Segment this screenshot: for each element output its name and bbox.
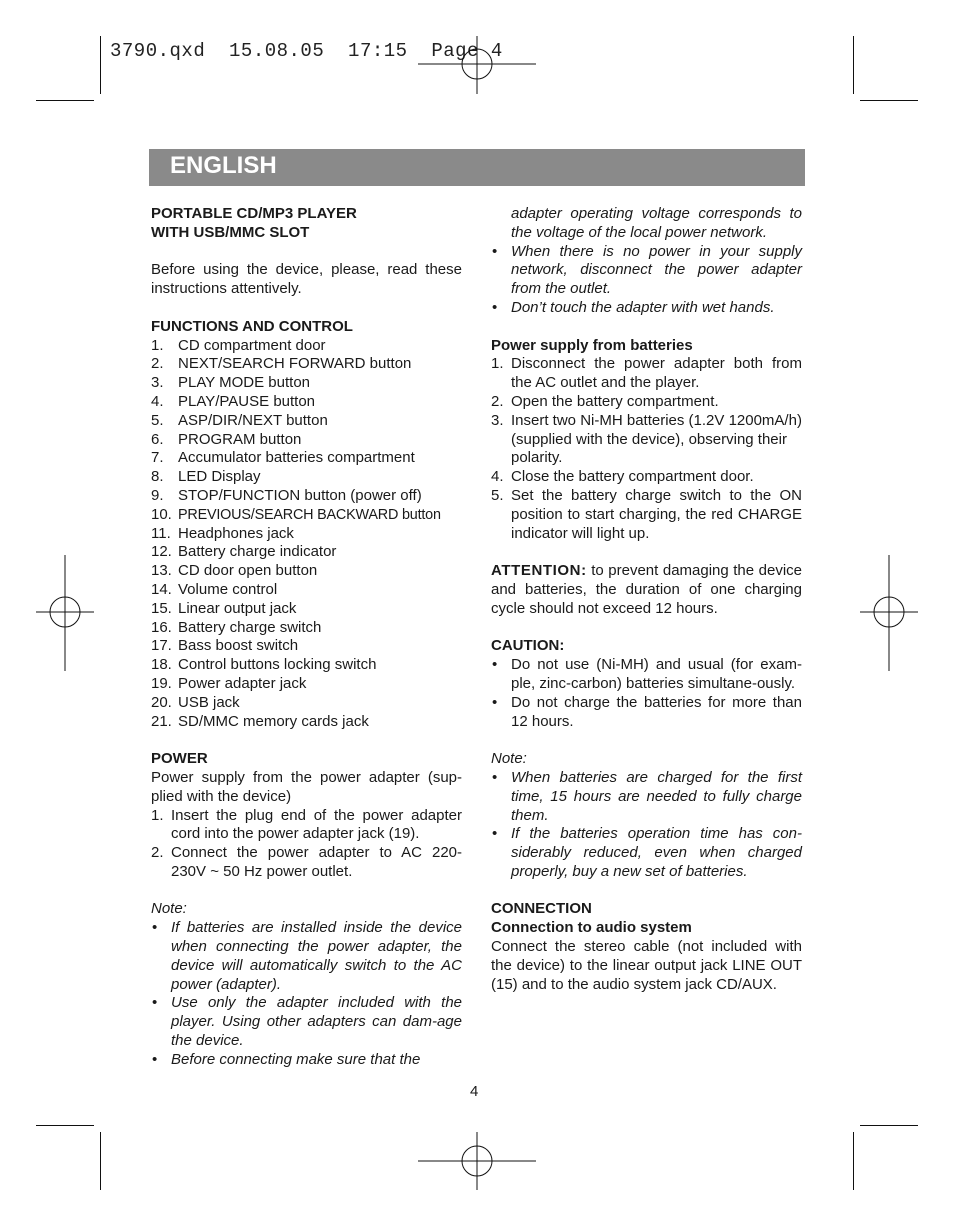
list-item: 1. Disconnect the power adapter both from the AC outlet and the player. (491, 355, 802, 392)
crop-mark (36, 1125, 94, 1126)
functions-heading: FUNCTIONS AND CONTROL (151, 317, 353, 335)
battery-heading: Power supply from batteries (491, 336, 693, 354)
list-item: 1. Insert the plug end of the power adapter cord into the power adapter jack (19). (151, 806, 462, 843)
note-continuation: adapter operating voltage corresponds to the voltage of the local power network. (511, 205, 802, 241)
list-item: 8. LED Display (151, 468, 261, 486)
crop-mark (860, 100, 918, 101)
crop-mark (36, 100, 94, 101)
crop-mark (100, 36, 101, 94)
list-item: 20. USB jack (151, 693, 240, 711)
list-item: 2. Open the battery compartment. (491, 392, 719, 410)
list-item: • If batteries are installed inside the device when connecting the power adapter, the device will automatically switch to the AC power (adapter). (152, 919, 462, 993)
list-item: 4. Close the battery compartment door. (491, 468, 754, 486)
functions-list (151, 337, 462, 732)
list-item: 4. PLAY/PAUSE button (151, 392, 316, 410)
notes-list (491, 243, 802, 318)
connection-subheading: Connection to audio system (491, 919, 692, 937)
registration-mark-bottom (418, 1132, 536, 1190)
caution-heading: CAUTION: (491, 637, 565, 655)
printer-slug: 3790.qxd 15.08.05 17:15 Page 4 (110, 40, 503, 62)
list-item: • Use only the adapter included with the player. Using other adapters can dam-age the device. (152, 994, 462, 1050)
list-item: 3. PLAY MODE button (151, 374, 311, 392)
list-item: 6. PROGRAM button (151, 430, 302, 448)
list-item: • When batteries are charged for the first time, 15 hours are needed to fully charge them. (492, 768, 802, 824)
list-item: • When there is no power in your supply network, disconnect the power adapter from the outlet. (492, 242, 802, 298)
list-item: • If the batteries operation time has con-siderably reduced, even when charged properly, buy a new set of batteries. (492, 825, 802, 880)
list-item: 13. CD door open button (151, 562, 318, 580)
list-item: 5. ASP/DIR/NEXT button (151, 411, 328, 429)
list-item: 10. PREVIOUS/SEARCH BACKWARD button (151, 505, 441, 523)
registration-mark-top (418, 36, 536, 94)
caution-list (491, 656, 802, 731)
left-column (151, 205, 462, 1070)
power-intro: Power supply from the power adapter (sup-plied with the device) (151, 768, 462, 805)
banner-title: ENGLISH (170, 152, 277, 179)
intro-text: Before using the device, please, read these instructions attentively. (151, 261, 462, 298)
list-item: 17. Bass boost switch (151, 637, 299, 655)
power-heading: POWER (151, 750, 208, 768)
crop-mark (100, 1132, 101, 1190)
right-column (491, 205, 802, 994)
crop-mark (853, 1132, 854, 1190)
list-item: 1. CD compartment door (151, 336, 326, 354)
connection-heading: CONNECTION (491, 900, 592, 918)
list-item: 12. Battery charge indicator (151, 543, 337, 561)
notes-list (491, 769, 802, 882)
list-item: 11. Headphones jack (151, 524, 294, 542)
registration-mark-right (860, 555, 918, 671)
crop-mark (853, 36, 854, 94)
power-steps (151, 807, 462, 882)
product-title-line1: PORTABLE CD/MP3 PLAYER (151, 205, 357, 222)
crop-mark (860, 1125, 918, 1126)
list-item: 2. NEXT/SEARCH FORWARD button (151, 355, 412, 373)
list-item: 9. STOP/FUNCTION button (power off) (151, 486, 422, 504)
list-item: 15. Linear output jack (151, 599, 297, 617)
list-item: 5. Set the battery charge switch to the ON position to start charging, the red CHARGE indicator will light up. (491, 486, 802, 542)
product-title-line2: WITH USB/MMC SLOT (151, 223, 310, 241)
list-item: 21. SD/MMC memory cards jack (151, 712, 369, 730)
list-item: • Before connecting make sure that the (152, 1050, 421, 1068)
battery-steps (491, 355, 802, 543)
list-item: • Do not charge the batteries for more than 12 hours. (492, 693, 802, 730)
attention-label: ATTENTION: (491, 562, 587, 580)
list-item: 2. Connect the power adapter to AC 220-230V ~ 50 Hz power outlet. (151, 844, 462, 880)
attention-paragraph: ATTENTION: to prevent damaging the device and batteries, the duration of one charging cycle should not exceed 12 hours. (491, 562, 802, 617)
list-item: 7. Accumulator batteries compartment (151, 449, 415, 467)
list-item: 19. Power adapter jack (151, 674, 307, 692)
note-label: Note: (491, 750, 527, 768)
language-banner (149, 149, 805, 186)
list-item: • Do not use (Ni-MH) and usual (for exam-ple, zinc-carbon) batteries simultane-ously. (492, 656, 802, 692)
connection-text: Connect the stereo cable (not included with the device) to the linear output jack LINE OUT (15) and to the audio system jack CD/AUX. (491, 938, 802, 993)
registration-mark-left (36, 555, 94, 671)
notes-list (151, 919, 462, 1069)
list-item: 18. Control buttons locking switch (151, 656, 377, 674)
list-item: • Don’t touch the adapter with wet hands. (492, 298, 775, 316)
note-label: Note: (151, 900, 187, 918)
page-number: 4 (470, 1083, 479, 1100)
list-item: 16. Battery charge switch (151, 618, 322, 636)
list-item: 14. Volume control (151, 580, 278, 598)
list-item: 3. Insert two Ni-MH batteries (1.2V 1200mA/h) (supplied with the device), observing their polarity. (491, 411, 802, 467)
